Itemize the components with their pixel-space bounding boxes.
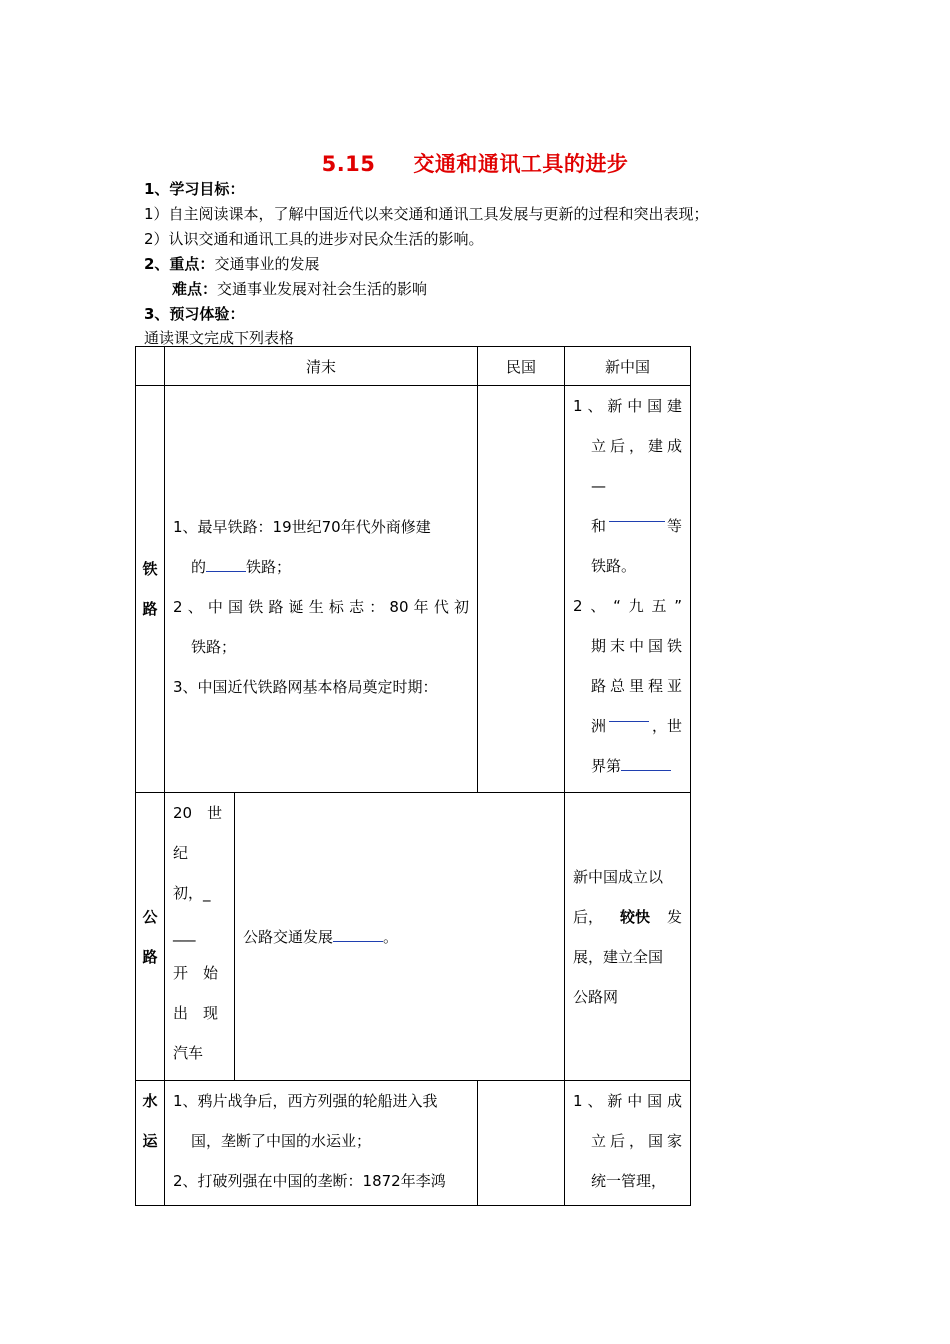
highway-row bbox=[136, 793, 691, 1081]
objective-1: 1）自主阅读课本，了解中国近代以来交通和通讯工具发展与更新的过程和突出表现； bbox=[144, 205, 709, 223]
preview-table bbox=[135, 346, 691, 1206]
blank-field[interactable] bbox=[621, 755, 671, 771]
water-label: 水 运 bbox=[136, 1081, 165, 1206]
header-minguo: 民国 bbox=[478, 347, 565, 386]
header-new-china: 新中国 bbox=[565, 347, 691, 386]
page-title: 5.15 交通和通讯工具的进步 bbox=[321, 152, 629, 176]
highway-development: 公路交通发展 。 bbox=[235, 793, 565, 1081]
blank-field[interactable] bbox=[206, 556, 246, 572]
section1-heading: 1、学习目标： bbox=[144, 180, 245, 198]
highway-new-china: 新中国成立以 后， 较快 发 展，建立全国 公路网 bbox=[565, 793, 691, 1081]
objective-2: 2）认识交通和通讯工具的进步对民众生活的影响。 bbox=[144, 230, 484, 248]
railway-qing: 1、最早铁路：19世纪70年代外商修建 的 铁路； 2、中国铁路诞生标志：80年代初 铁路； 3、中国近代铁路网基本格局奠定时期： bbox=[165, 386, 478, 793]
table-intro: 通读课文完成下列表格 bbox=[144, 329, 295, 347]
railway-new-china: 1、新中国建 立后，建成 — 和 等 铁路。 2、“九五” 期末中国铁 路总里程亚 洲 ，世 界第 bbox=[565, 386, 691, 793]
water-qing: 1、鸦片战争后，西方列强的轮船进入我 国，垄断了中国的水运业； 2、打破列强在中国的垄断：1872年李鸿 bbox=[165, 1081, 478, 1206]
blank-field[interactable] bbox=[609, 506, 665, 522]
water-new-china: 1、新中国成 立后，国家 统一管理， bbox=[565, 1081, 691, 1206]
difficult-point: 难点：交通事业发展对社会生活的影响 bbox=[172, 280, 428, 298]
table-header-row bbox=[136, 347, 691, 386]
highway-label: 公 路 bbox=[136, 793, 165, 1081]
highway-qing-early: 20 世 纪 初，_ ___ 开 始 出 现 汽车 bbox=[165, 793, 235, 1081]
section3-heading: 3、预习体验： bbox=[144, 305, 245, 323]
corner-cell bbox=[136, 347, 165, 386]
key-point: 2、重点：交通事业的发展 bbox=[144, 255, 320, 273]
railway-row bbox=[136, 386, 691, 793]
water-row bbox=[136, 1081, 691, 1206]
blank-field[interactable] bbox=[609, 706, 649, 722]
water-minguo bbox=[478, 1081, 565, 1206]
header-qing: 清末 bbox=[165, 347, 478, 386]
railway-label: 铁 路 bbox=[136, 386, 165, 793]
blank-field[interactable] bbox=[333, 926, 383, 942]
railway-minguo bbox=[478, 386, 565, 793]
